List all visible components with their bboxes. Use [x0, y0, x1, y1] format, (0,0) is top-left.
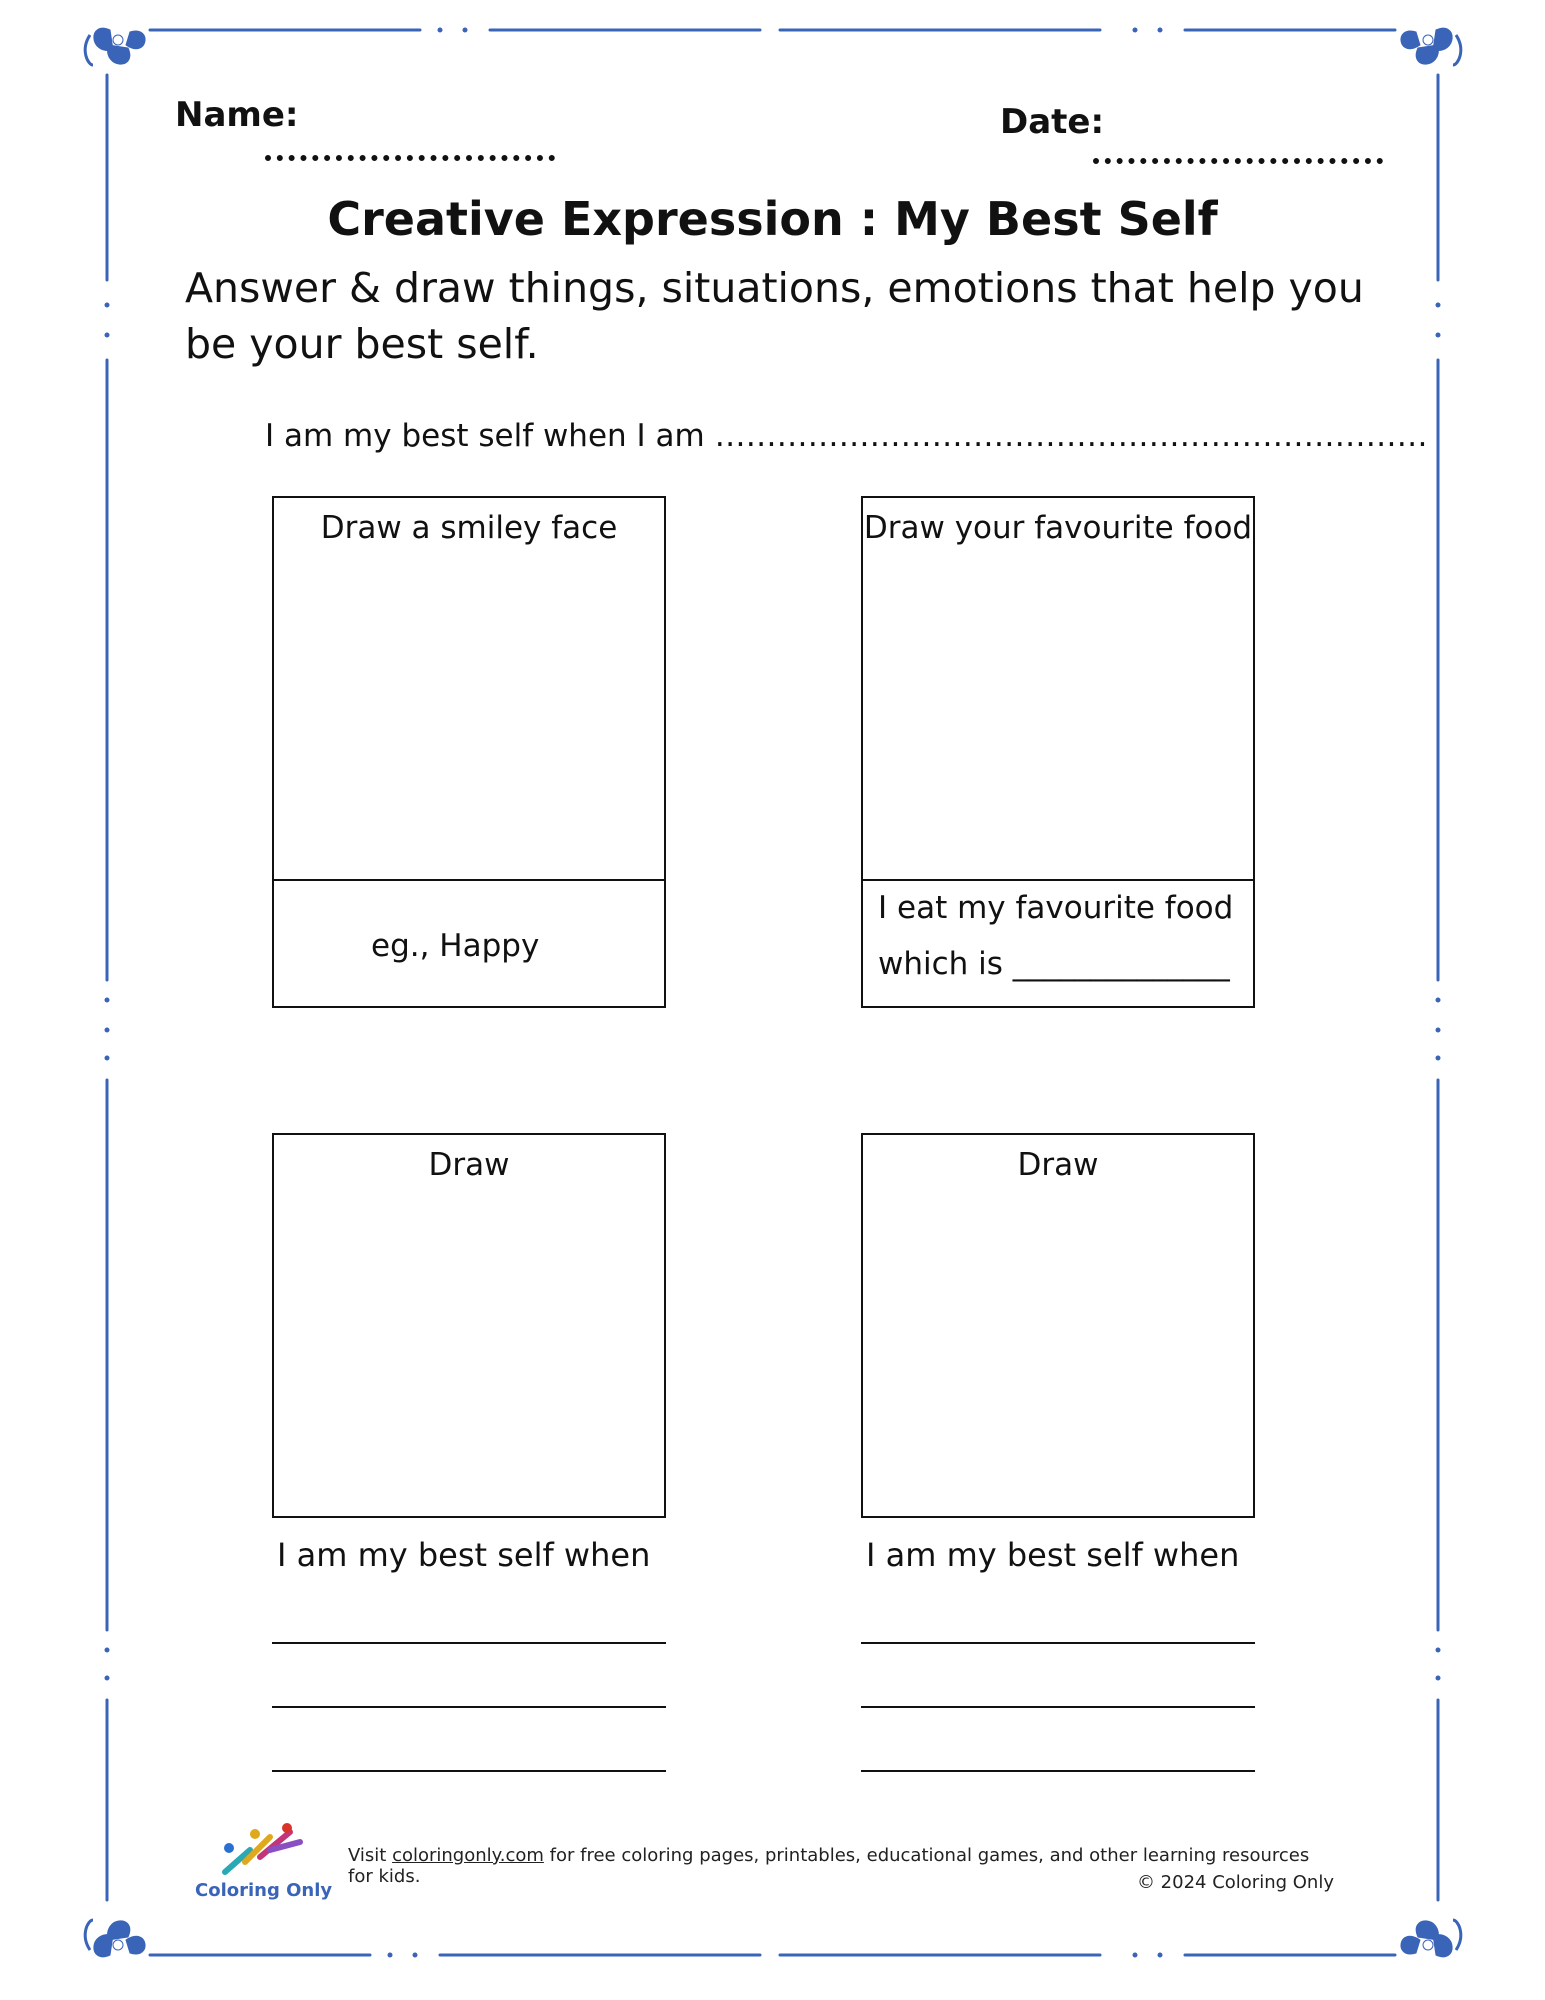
- box-caption: Draw a smiley face: [320, 510, 618, 546]
- brand-name: Coloring Only: [195, 1880, 333, 1901]
- visit-prefix: Visit: [348, 1845, 393, 1866]
- writing-line[interactable]: [861, 1642, 1255, 1644]
- food-sentence-line2: which is ______________: [878, 946, 1230, 982]
- visit-suffix: for free coloring pages, printables, educational games, and other learning resources for kids.: [348, 1845, 1310, 1887]
- box-divider: [274, 879, 664, 881]
- date-label: Date:: [1000, 102, 1105, 142]
- site-link[interactable]: coloringonly.com: [392, 1845, 544, 1866]
- drawing-box-left[interactable]: [272, 1133, 666, 1518]
- writing-line[interactable]: [861, 1770, 1255, 1772]
- drawing-box-right[interactable]: [861, 1133, 1255, 1518]
- name-label: Name:: [175, 95, 299, 135]
- best-self-when-right: I am my best self when: [866, 1536, 1240, 1574]
- box-caption: Draw your favourite food: [863, 510, 1253, 546]
- writing-line[interactable]: [272, 1770, 666, 1772]
- drawing-box-food[interactable]: [861, 496, 1255, 1008]
- drawing-box-smiley[interactable]: [272, 496, 666, 1008]
- writing-line[interactable]: [272, 1706, 666, 1708]
- name-field[interactable]: [265, 155, 555, 161]
- page-title: Creative Expression : My Best Self: [327, 192, 1218, 246]
- food-sentence-line1: I eat my favourite food: [878, 890, 1234, 926]
- copyright: © 2024 Coloring Only: [1136, 1872, 1334, 1893]
- best-self-when-left: I am my best self when: [277, 1536, 651, 1574]
- example-text: eg., Happy: [371, 928, 540, 964]
- box-caption: Draw: [1017, 1147, 1099, 1183]
- date-field[interactable]: [1093, 158, 1383, 164]
- box-caption: Draw: [428, 1147, 510, 1183]
- writing-line[interactable]: [861, 1706, 1255, 1708]
- instructions: Answer & draw things, situations, emotions that help you be your best self.: [185, 264, 1364, 368]
- writing-line[interactable]: [272, 1642, 666, 1644]
- best-self-prompt: I am my best self when I am ……………………………………………………………: [265, 418, 1428, 454]
- box-divider: [863, 879, 1253, 881]
- coloring-only-logo-icon: [215, 1822, 305, 1882]
